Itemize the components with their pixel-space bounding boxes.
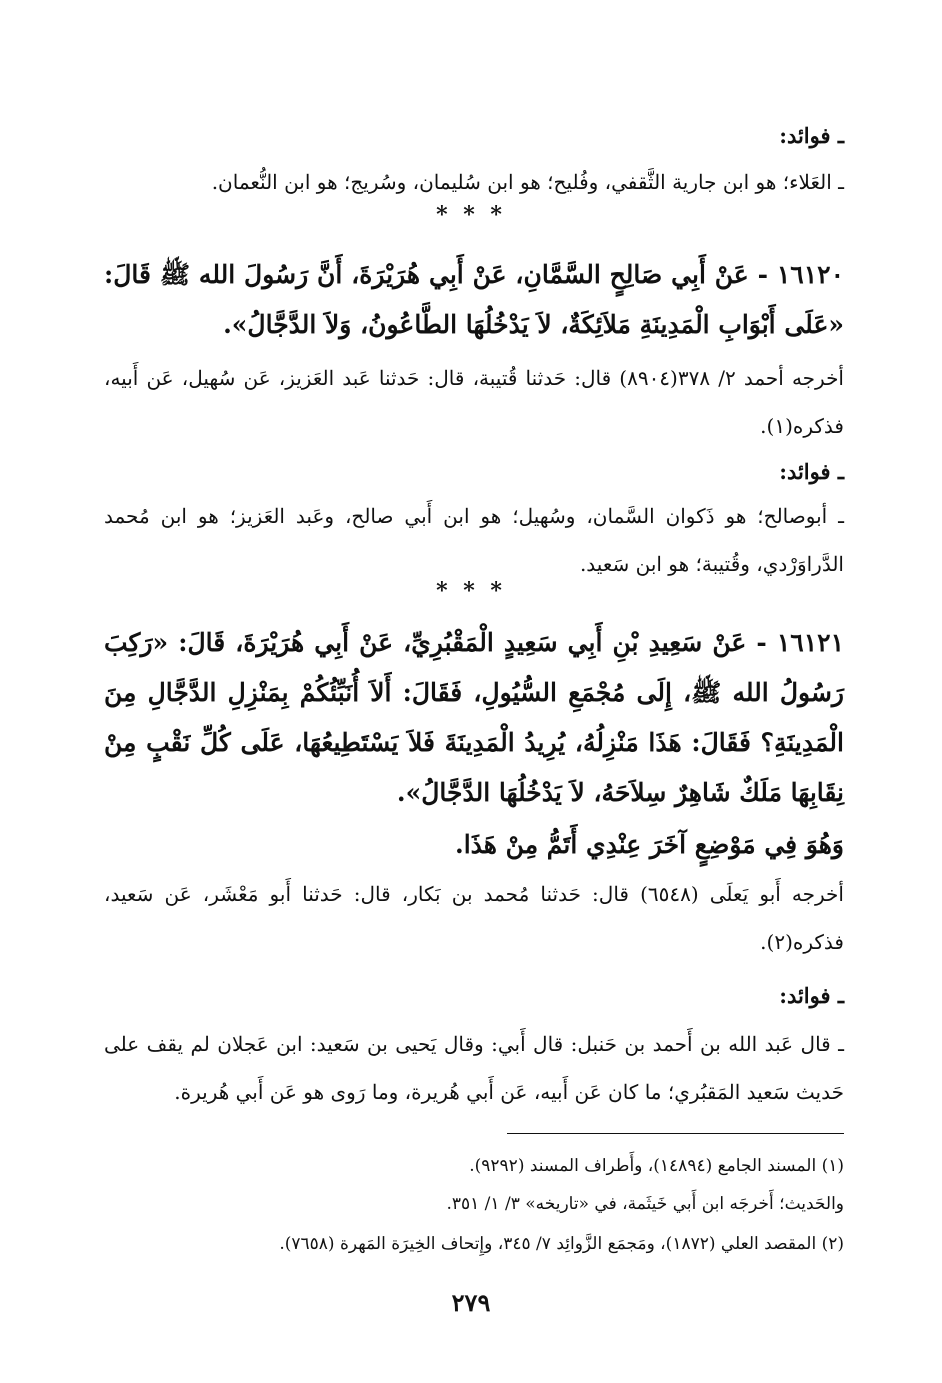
footnote-1-continuation: والحَديث؛ أَخرجَه ابن أَبي خَيثَمة، في «تاريخه» ٣/ ١/ ٣٥١. bbox=[446, 1194, 844, 1214]
hadith-16121-extra: وَهُوَ فِي مَوْضِعٍ آخَرَ عِنْدِي أَتَمُّ مِنْ هَذَا. bbox=[455, 830, 844, 859]
separator-stars-1: * * * bbox=[436, 202, 506, 228]
hadith-16121-fawaid-heading: ـ فوائد: bbox=[779, 983, 844, 1008]
fawaid-text-1: ـ العَلاء؛ هو ابن جارية الثَّقفي، وفُليح؛ هو ابن سُليمان، وسُريج؛ هو ابن النُّعمان. bbox=[211, 170, 844, 194]
footnote-2: (٢) المقصد العلي (١٨٧٢)، ومَجمَع الزَّوائِد ٧/ ٣٤٥، وإِتحاف الخِيرَة المَهرة (٧٦٥٨). bbox=[279, 1234, 844, 1254]
footnote-separator bbox=[507, 1133, 844, 1134]
hadith-16121-text: ١٦١٢١ - عَنْ سَعِيدِ بْنِ أَبِي سَعِيدٍ الْمَقْبُرِيِّ، عَنْ أَبِي هُرَيْرَةَ، قَالَ: «رَكِبَ رَسُولُ الله ﷺ، إِلَى مُجْمَعِ السُّيُولِ، فَقَالَ: أَلاَ أُنَبِّئُكُمْ بِمَنْزِلِ الدَّجَّالِ مِنَ الْمَدِينَةِ؟ فَقَالَ: هَذَا مَنْزِلُهُ، يُرِيدُ الْمَدِينَةَ فَلاَ يَسْتَطِيعُهَا، عَلَى كُلِّ نَقْبٍ مِنْ نِقَابِهَا مَلَكٌ شَاهِرٌ سِلاَحَهُ، لاَ يَدْخُلُهَا الدَّجَّالُ». bbox=[104, 628, 844, 807]
page-number: ٢٧٩ bbox=[451, 1288, 491, 1317]
hadith-16120-fawaid-heading: ـ فوائد: bbox=[779, 459, 844, 484]
hadith-16120-takhrij: أخرجه أحمد ٢/ ٣٧٨(٨٩٠٤) قال: حَدثنا قُتيبة، قال: حَدثنا عَبد العَزيز، عَن سُهيل، عَن أَبيه، فذكره(١). bbox=[104, 366, 844, 438]
hadith-16120-text: ١٦١٢٠ - عَنْ أَبِي صَالِحٍ السَّمَّانِ، عَنْ أَبِي هُرَيْرَةَ، أَنَّ رَسُولَ الله ﷺ قَالَ: «عَلَى أَبْوَابِ الْمَدِينَةِ مَلاَئِكَةٌ، لاَ يَدْخُلُهَا الطَّاعُونُ، وَلاَ الدَّجَّالُ». bbox=[104, 260, 844, 339]
hadith-16121-takhrij: أخرجه أَبو يَعلَى (٦٥٤٨) قال: حَدثنا مُحمد بن بَكار، قال: حَدثنا أَبو مَعْشَر، عَن سَعيد، فذكره(٢). bbox=[104, 882, 844, 954]
hadith-16121-fawaid-text: ـ قال عَبد الله بن أَحمد بن حَنبل: قال أَبي: وقال يَحيى بن سَعيد: ابن عَجلان لم يقف على حَديث سَعيد المَقبُري؛ ما كان عَن أَبيه، عَن أَبي هُريرة، وما رَوى هو عَن أَبي هُريرة. bbox=[104, 1032, 844, 1104]
fawaid-heading-1: ـ فوائد: bbox=[779, 123, 844, 148]
footnote-1: (١) المسند الجامع (١٤٨٩٤)، وأَطراف المسند (٩٢٩٢). bbox=[469, 1156, 844, 1176]
hadith-16120-fawaid-text: ـ أبوصالح؛ هو ذَكوان السَّمان، وسُهيل؛ هو ابن أَبي صالح، وعَبد العَزيز؛ هو ابن مُحمد الدَّراوَرْدي، وقُتيبة؛ هو ابن سَعيد. bbox=[104, 504, 844, 576]
separator-stars-2: * * * bbox=[436, 578, 506, 604]
